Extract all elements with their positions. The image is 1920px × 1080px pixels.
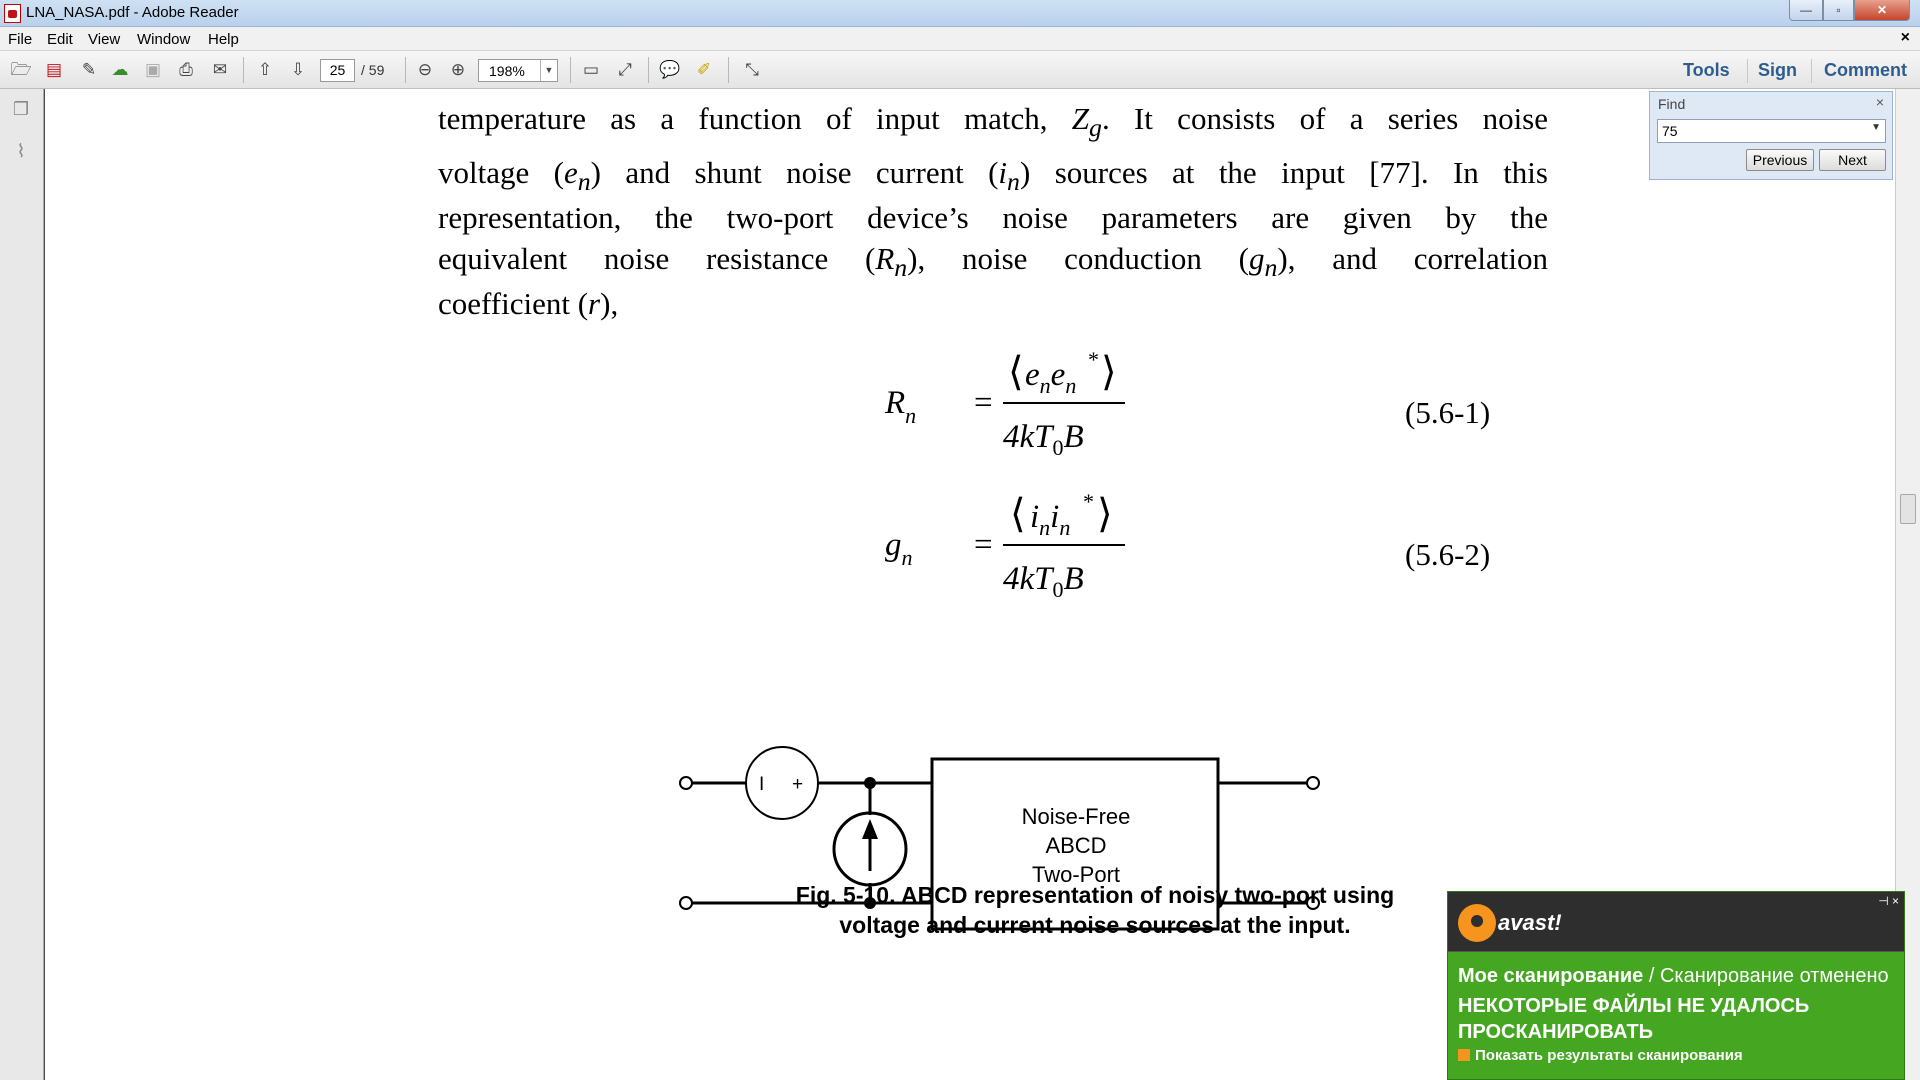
next-button[interactable]: Next: [1819, 149, 1886, 171]
previous-page-icon[interactable]: ⇧: [257, 60, 273, 79]
junction-dot: [864, 777, 876, 789]
find-value: 75: [1662, 123, 1678, 139]
toolbar: [0, 51, 1920, 89]
svg-text:⟩: ⟩: [1097, 491, 1113, 536]
output-terminal-top: [1307, 777, 1319, 789]
highlight-icon[interactable]: ✐: [696, 60, 712, 79]
fit-page-icon[interactable]: ▭: [582, 60, 600, 79]
zoom-in-icon[interactable]: ⊕: [450, 60, 466, 79]
svg-text:*: *: [1083, 489, 1094, 514]
voltage-noise-source: [746, 747, 818, 819]
svg-text:=: =: [974, 385, 993, 421]
scroll-thumb[interactable]: [1900, 494, 1916, 524]
tab-sign[interactable]: Sign: [1758, 60, 1797, 80]
fit-width-icon[interactable]: ⤢: [618, 60, 632, 79]
zoom-value: 198%: [489, 63, 525, 79]
source-plus-label: +: [792, 774, 804, 795]
window-title: LNA_NASA.pdf - Adobe Reader: [26, 4, 239, 21]
svg-text:=: =: [974, 527, 993, 563]
avast-results-link[interactable]: Показать результаты сканирования: [1458, 1047, 1743, 1064]
maximize-button[interactable]: ▫: [1823, 0, 1854, 21]
minimize-button[interactable]: —: [1789, 0, 1823, 21]
menu-edit[interactable]: Edit: [47, 31, 73, 48]
tab-separator: [1747, 59, 1748, 83]
menu-help[interactable]: Help: [208, 31, 239, 48]
svg-text:gn: $g_n$: [885, 527, 913, 570]
paragraph-line-1: temperature as a function of input match, $Z_g$. It consists of a series noise: [438, 101, 1549, 143]
title-bar: [0, 0, 1920, 27]
open-icon[interactable]: 🗁: [10, 60, 32, 79]
avast-warning: НЕКОТОРЫЕ ФАЙЛЫ НЕ УДАЛОСЬ ПРОСКАНИРОВАТЬ: [1458, 995, 1810, 1043]
svg-text:Rn: $R_n$: [885, 385, 917, 428]
input-terminal-top: [680, 777, 692, 789]
comment-icon[interactable]: 💬: [659, 60, 681, 79]
paragraph-line-5: coefficient (r),: [438, 286, 619, 321]
page-thumbnails-icon[interactable]: ❐: [12, 99, 30, 119]
svg-text:*: *: [1088, 347, 1099, 372]
svg-text:4kT0B: $4kT_0B$: [1003, 561, 1084, 599]
avast-header: [1448, 892, 1904, 952]
toolbar-separator: [728, 57, 729, 83]
page-number-input[interactable]: 25: [320, 59, 355, 82]
toolbar-separator: [648, 57, 649, 83]
svg-text:4kT0B: $4kT_0B$: [1003, 419, 1084, 457]
source-minus-label: I: [759, 774, 765, 795]
close-icon[interactable]: ×: [1875, 94, 1884, 110]
tab-tools[interactable]: Tools: [1683, 60, 1730, 80]
svg-text:⟩: ⟩: [1101, 349, 1117, 394]
svg-text:inin: $i_ni_n$: [1030, 499, 1071, 540]
toolbar-separator: [405, 57, 406, 83]
save-icon[interactable]: ▣: [144, 60, 162, 79]
box-label-line-1: Noise-Free: [1021, 804, 1131, 829]
create-pdf-icon[interactable]: ▤: [45, 60, 63, 79]
box-label-line-3: Two-Port: [1031, 862, 1121, 887]
tab-comment[interactable]: Comment: [1824, 60, 1908, 80]
next-page-icon[interactable]: ⇩: [290, 60, 306, 79]
toolbar-separator: [243, 57, 244, 83]
chevron-down-icon[interactable]: ▼: [540, 60, 557, 81]
results-icon: [1458, 1049, 1470, 1061]
paragraph-line-4: equivalent noise resistance $(R_n)$, noise conduction $(g_n)$, and correlation: [438, 241, 1548, 283]
avast-scan-status: Мое сканирование / Сканирование отменено: [1458, 965, 1889, 987]
toolbar-separator: [570, 57, 571, 83]
current-arrow: [862, 819, 878, 839]
paragraph-line-3: representation, the two-port device’s noise parameters are given by the: [438, 200, 1548, 235]
close-document-button[interactable]: ×: [1900, 29, 1910, 46]
menu-view[interactable]: View: [88, 31, 121, 48]
email-icon[interactable]: ✉: [212, 60, 228, 79]
avast-logo-icon: [1458, 904, 1496, 942]
find-panel: [1649, 91, 1893, 180]
zoom-select[interactable]: [478, 59, 558, 82]
svg-text:⟨: ⟨: [1010, 491, 1026, 536]
avast-notification: [1447, 891, 1905, 1080]
figure-caption: Fig. 5-10. ABCD representation of noisy two-port using voltage and current noise sources at the input.: [795, 882, 1395, 938]
navigation-pane: [0, 89, 44, 1080]
box-label-line-2: ABCD: [1045, 833, 1107, 858]
find-input[interactable]: [1657, 119, 1886, 143]
cloud-upload-icon[interactable]: ☁: [111, 60, 129, 79]
previous-button[interactable]: Previous: [1746, 149, 1814, 171]
close-window-button[interactable]: ✕: [1854, 0, 1910, 21]
attachments-icon[interactable]: ⌇: [16, 141, 26, 161]
tab-separator: [1811, 59, 1812, 83]
menu-window[interactable]: Window: [137, 31, 191, 48]
svg-text:⟨: ⟨: [1008, 349, 1024, 394]
zoom-out-icon[interactable]: ⊖: [417, 60, 433, 79]
find-title: Find: [1658, 96, 1686, 112]
equation-label-2: (5.6-2): [1405, 537, 1491, 572]
equation-label-1: (5.6-1): [1405, 395, 1491, 430]
paragraph-line-2: voltage $(e_n)$ and shunt noise current $(i_n)$ sources at the input [77]. In this: [438, 155, 1548, 197]
svg-text:enen: $e_ne_n$: [1025, 357, 1077, 398]
page-total: / 59: [361, 62, 385, 78]
menu-file[interactable]: File: [8, 31, 33, 48]
adobe-reader-icon: [4, 4, 21, 23]
equation-rn: [875, 347, 1135, 457]
avast-brand: avast!: [1498, 910, 1562, 935]
menu-bar: [0, 27, 1920, 51]
edit-icon[interactable]: ✎: [81, 60, 97, 79]
equation-gn: [875, 489, 1135, 599]
full-screen-icon[interactable]: ⤡: [745, 60, 759, 79]
print-icon[interactable]: ⎙: [179, 60, 193, 79]
avast-close-icon[interactable]: ⊣ ×: [1878, 894, 1899, 908]
chevron-down-icon[interactable]: ▼: [1871, 122, 1881, 133]
